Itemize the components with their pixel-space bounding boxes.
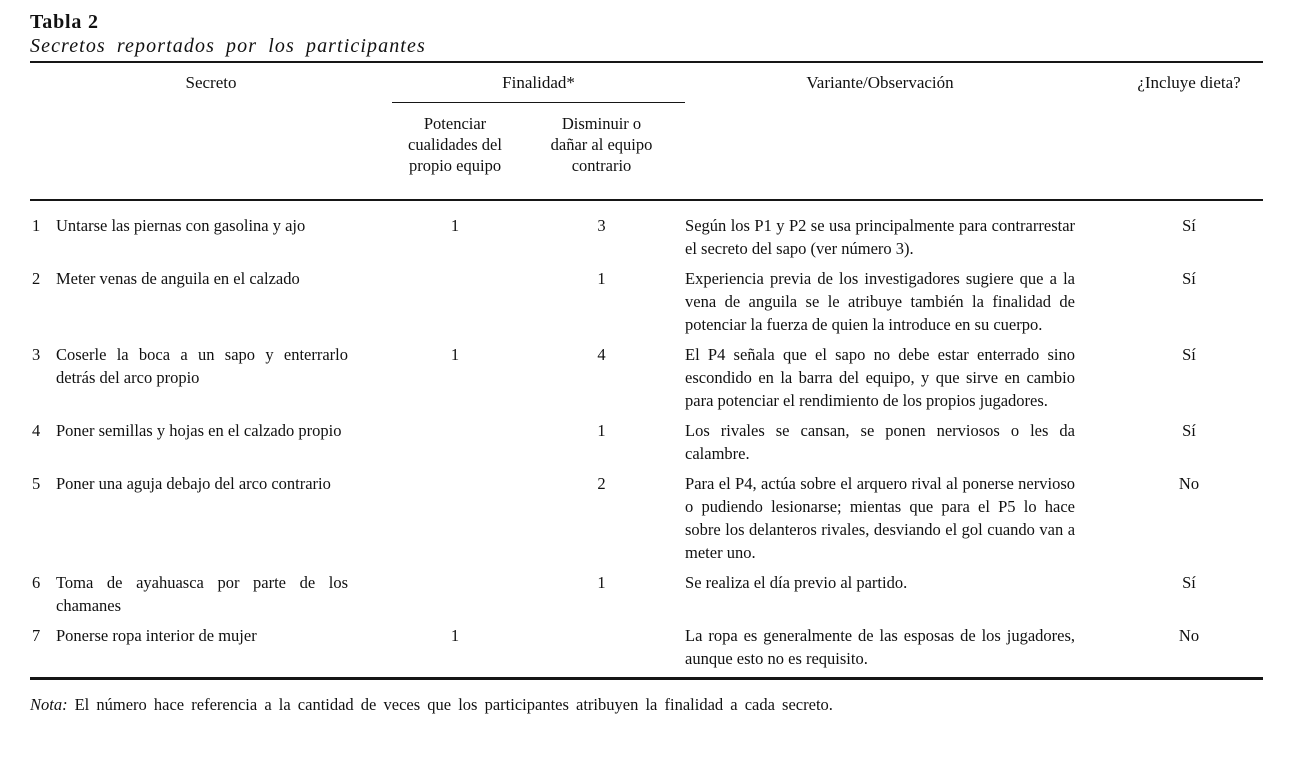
cell-dieta: No (1178, 626, 1200, 645)
table-row (30, 571, 1263, 624)
cell-secreto: Meter venas de anguila en el calzado (56, 269, 300, 288)
cell-disminuir: 1 (597, 573, 606, 592)
cell-variante: El P4 señala que el sapo no debe estar enterrado sino escondido en la barra del equipo, y que sirve en cambio para potenciar el rendimiento de los propios jugadores. (685, 345, 1076, 410)
table-row (30, 624, 1263, 679)
cell-secreto: Poner semillas y hojas en el calzado propio (56, 421, 342, 440)
cell-variante: Según los P1 y P2 se usa principalmente para contrarrestar el secreto del sapo (ver número 3). (685, 216, 1076, 258)
row-number: 4 (32, 421, 41, 440)
col-header-secreto: Secreto (30, 62, 392, 200)
table-row (30, 343, 1263, 419)
cell-potenciar (392, 571, 518, 624)
cell-disminuir: 2 (597, 474, 606, 493)
cell-disminuir: 4 (597, 345, 606, 364)
cell-secreto: Coserle la boca a un sapo y enterrarlo detrás del arco propio (56, 345, 349, 387)
row-number: 3 (32, 345, 41, 364)
table-row (30, 472, 1263, 571)
cell-potenciar (392, 472, 518, 571)
row-number: 2 (32, 269, 41, 288)
cell-disminuir: 1 (597, 269, 606, 288)
cell-variante: Se realiza el día previo al partido. (685, 573, 908, 592)
cell-dieta: Sí (1182, 573, 1196, 592)
table-note-label: Nota: (30, 695, 68, 714)
table-header (30, 62, 1263, 200)
table-subtitle: Secretos reportados por los participantes (30, 35, 426, 57)
table-body (30, 200, 1263, 679)
cell-variante: La ropa es generalmente de las esposas de los jugadores, aunque esto no es requisito. (685, 626, 1076, 668)
cell-dieta: Sí (1182, 269, 1196, 288)
col-subheader-disminuir-label: Disminuir o dañar al equipo contrario (550, 114, 653, 175)
col-subheader-disminuir (518, 103, 685, 201)
table-note-text: El número hace referencia a la cantidad de veces que los participantes atribuyen la finalidad a cada secreto. (74, 695, 833, 714)
cell-potenciar (392, 419, 518, 472)
cell-secreto: Untarse las piernas con gasolina y ajo (56, 216, 306, 235)
row-number: 1 (32, 216, 41, 235)
table-row (30, 419, 1263, 472)
cell-potenciar: 1 (450, 626, 460, 645)
cell-potenciar (392, 267, 518, 343)
row-number: 5 (32, 474, 41, 493)
cell-dieta: Sí (1182, 421, 1196, 440)
cell-dieta: Sí (1182, 216, 1196, 235)
cell-dieta: No (1178, 474, 1200, 493)
cell-secreto: Ponerse ropa interior de mujer (56, 626, 257, 645)
cell-variante: Para el P4, actúa sobre el arquero rival al ponerse nervioso o pudiendo lesionarse; mientas que para el P5 lo hace sobre los delanteros rivales, desviando el gol cuando van a meter uno. (685, 474, 1076, 562)
col-header-dieta: ¿Incluye dieta? (1115, 62, 1263, 200)
cell-secreto: Poner una aguja debajo del arco contrario (56, 474, 331, 493)
table-note (30, 694, 1263, 716)
secrets-table (30, 61, 1263, 680)
cell-potenciar: 1 (450, 216, 460, 235)
row-number: 7 (32, 626, 41, 645)
col-header-variante: Variante/Observación (685, 62, 1115, 200)
col-header-finalidad: Finalidad* (392, 62, 685, 103)
cell-dieta: Sí (1182, 345, 1196, 364)
cell-variante: Experiencia previa de los investigadores sugiere que a la vena de anguila se le atribuye también la finalidad de potenciar la fuerza de quien la introduce en su cuerpo. (685, 269, 1076, 334)
row-number: 6 (32, 573, 41, 592)
table-title: Tabla 2 (30, 11, 99, 33)
table-row (30, 267, 1263, 343)
table-row (30, 200, 1263, 267)
col-subheader-potenciar-label: Potenciar cualidades del propio equipo (408, 114, 502, 175)
col-subheader-potenciar (392, 103, 518, 201)
cell-disminuir: 1 (597, 421, 606, 440)
cell-variante: Los rivales se cansan, se ponen nerviosos o les da calambre. (685, 421, 1076, 463)
cell-secreto: Toma de ayahuasca por parte de los chamanes (56, 573, 349, 615)
cell-potenciar: 1 (450, 345, 460, 364)
cell-disminuir: 3 (597, 216, 606, 235)
cell-disminuir (518, 624, 685, 679)
